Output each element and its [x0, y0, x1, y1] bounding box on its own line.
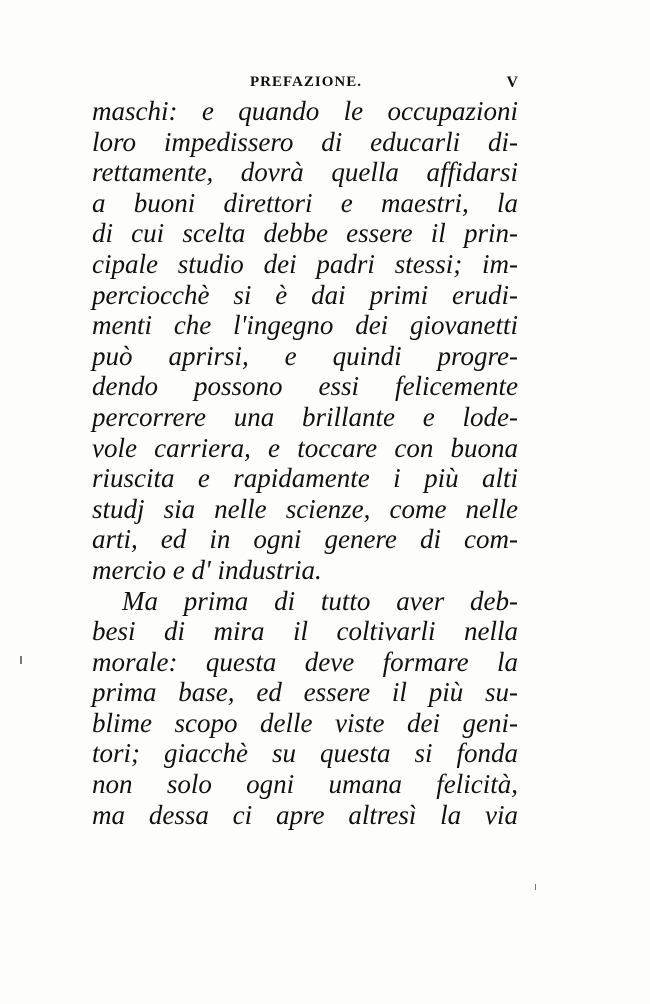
- margin-speck: [20, 656, 22, 664]
- text-line: di cui scelta debbe essere il prin-: [92, 218, 518, 249]
- running-title: PREFAZIONE.: [250, 74, 362, 90]
- paragraph-1: [92, 96, 518, 586]
- text-line: blime scopo delle viste dei geni-: [92, 707, 518, 738]
- text-line: a buoni direttori e maestri, la: [92, 187, 518, 218]
- text-line: può aprirsi, e quindi progre-: [92, 340, 518, 371]
- text-line: studj sia nelle scienze, come nelle: [92, 493, 518, 524]
- running-head: [90, 74, 522, 96]
- text-line: loro impedissero di educarli di-: [92, 126, 518, 157]
- text-line: vole carriera, e toccare con buona: [92, 432, 518, 463]
- text-line: perciocchè si è dai primi erudi-: [92, 279, 518, 310]
- text-line: percorrere una brillante e lode-: [92, 401, 518, 432]
- text-line: dendo possono essi felicemente: [92, 371, 518, 402]
- margin-speck: [535, 884, 536, 890]
- text-line: besi di mira il coltivarli nella: [92, 616, 518, 647]
- text-line: morale: questa deve formare la: [92, 646, 518, 677]
- body-text: [92, 96, 518, 830]
- text-line: mercio e d' industria.: [92, 554, 322, 585]
- text-line: arti, ed in ogni genere di com-: [92, 524, 518, 555]
- text-line: Ma prima di tutto aver deb-: [122, 585, 518, 616]
- text-line: rettamente, dovrà quella affidarsi: [92, 157, 518, 188]
- paragraph-2: [92, 586, 518, 831]
- text-line: riuscita e rapidamente i più alti: [92, 463, 518, 494]
- text-line: non solo ogni umana felicità,: [92, 769, 518, 800]
- text-line: maschi: e quando le occupazioni: [92, 96, 518, 126]
- page-number: V: [506, 74, 518, 91]
- text-line: ma dessa ci apre altresì la via: [92, 799, 518, 830]
- text-line: prima base, ed essere il più su-: [92, 677, 518, 708]
- text-line: menti che l'ingegno dei giovanetti: [92, 310, 518, 341]
- text-line: cipale studio dei padri stessi; im-: [92, 248, 518, 279]
- text-line: tori; giacchè su questa si fonda: [92, 738, 518, 769]
